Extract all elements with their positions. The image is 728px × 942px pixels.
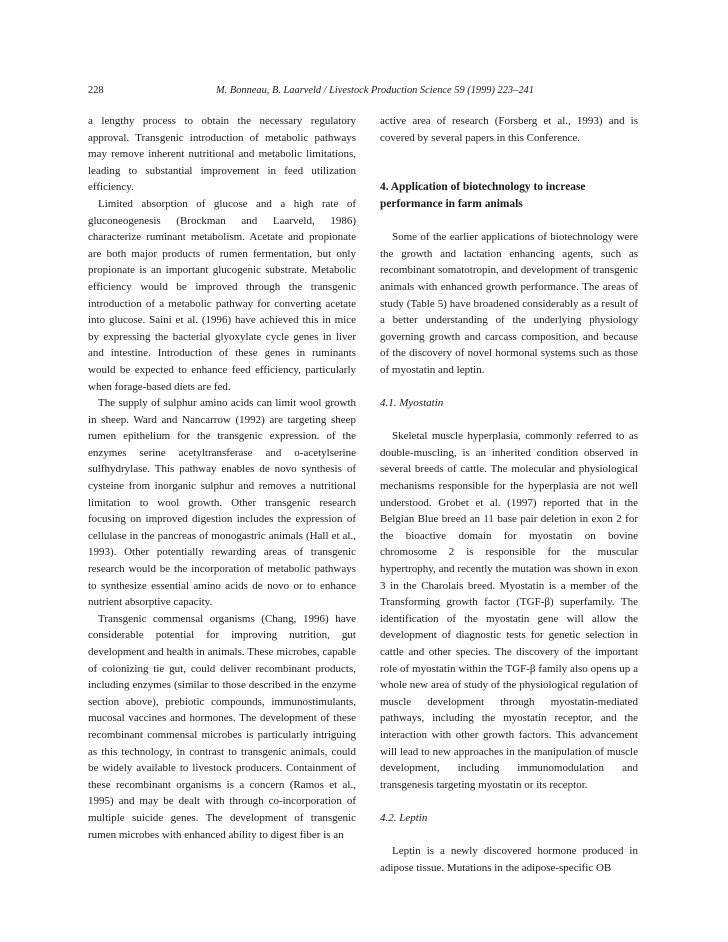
paragraph: The supply of sulphur amino acids can limit wool growth in sheep. Ward and Nancarrow (1992) are targeting sheep rumen epithelium for the transgenic expression. of the enzymes serine acetyltransferase and o-acetylserine sulfhydrylase. This pathway enables de novo synthesis of cysteine from inorganic sulphur and removes a nutritional limitation to wool growth. Other transgenic research focusing on improved digestion includes the expression of cellulase in the pancreas of monogastric animals (Hall et al., 1993). Other potentially rewarding areas of transgenic research would be the incorporation of metabolic pathways to synthesize essential amino acids de novo or to enhance nutrient absorptive capacity. [88,397,356,609]
right-column [380,113,638,876]
subsection-heading: 4.1. Myostatin [380,397,444,410]
paragraph: Some of the earlier applications of biotechnology were the growth and lactation enhancing agents, such as recombinant somatotropin, and development of transgenic animals with enhanced growth performance. The areas of study (Table 5) have broadened considerably as a result of a better understanding of the underlying physiology governing growth and carcass composition, and because of the discovery of novel hormonal systems such as those of myostatin and leptin. [380,231,638,376]
left-column [88,113,356,843]
paragraph: Skeletal muscle hyperplasia, commonly referred to as double-muscling, is an inherited condition observed in several breeds of cattle. The molecular and physiological mechanisms responsible for the hyperplasia are not well understood. Grobet et al. (1997) reported that in the Belgian Blue breed an 11 base pair deletion in exon 2 for the bioactive domain for myostatin on bovine chromosome 2 is responsible for the muscular hypertrophy, and recently the mutation was shown in exon 3 in the Charolais breed. Myostatin is a member of the Transforming growth factor (TGF-β) superfamily. The identification of the myostatin gene will allow the development of diagnostic tests for genetic selection in cattle and other species. The discovery of the important role of myostatin within the TGF-β family also opens up a whole new area of study of the physiological regulation of muscle development through myostatin-mediated pathways, including the myostatin receptor, and the interaction with other growth factors. This advancement will lead to new approaches in the manipulation of muscle development, including immunomodulation and transgenesis targeting myostatin or its receptor. [380,430,638,791]
paragraph: Leptin is a newly discovered hormone produced in adipose tissue. Mutations in the adipose-specific OB [380,845,638,874]
paragraph: a lengthy process to obtain the necessary regulatory approval. Transgenic introduction of metabolic pathways may remove inherent nutritional and metabolic limitations, leading to substantial improvement in feed utilization efficiency. [88,115,356,194]
paragraph: Transgenic commensal organisms (Chang, 1996) have considerable potential for improving nutrition, gut development and health in animals. These microbes, capable of colonizing tie gut, could deliver recombinant products, including enzymes (similar to those described in the enzyme section above), prebiotic compounds, immunostimulants, mucosal vaccines and hormones. The development of these recombinant commensal microbes is particularly intriguing as this technology, in contrast to transgenic animals, could be widely available to livestock producers. Containment of these recombinant organisms is a concern (Ramos et al., 1995) and may be dealt with through co-incorporation of multiple suicide genes. The development of transgenic rumen microbes with enhanced ability to digest fiber is an [88,612,356,841]
running-head: M. Bonneau, B. Laarveld / Livestock Production Science 59 (1999) 223–241 [216,85,534,96]
subsection-heading: 4.2. Leptin [380,811,428,824]
section-heading: 4. Application of biotechnology to increase performance in farm animals [380,181,586,210]
paragraph: Limited absorption of glucose and a high rate of gluconeogenesis (Brockman and Laarveld, 1986) characterize ruminant metabolism. Acetate and propionate are both major products of rumen fermentation, but only propionate is an important glucogenic substrate. Metabolic efficiency would be improved through the transgenic introduction of a metabolic pathway for converting acetate into glucose. Saini et al. (1996) have achieved this in mice by expressing the bacterial glyoxylate cycle genes in liver and intestine. Introduction of these genes in ruminants would be expected to enhance feed efficiency, particularly when forage-based diets are fed. [88,197,356,393]
running-header [88,84,640,98]
paragraph: active area of research (Forsberg et al., 1993) and is covered by several papers in this Conference. [380,115,638,144]
page-number: 228 [88,85,104,96]
